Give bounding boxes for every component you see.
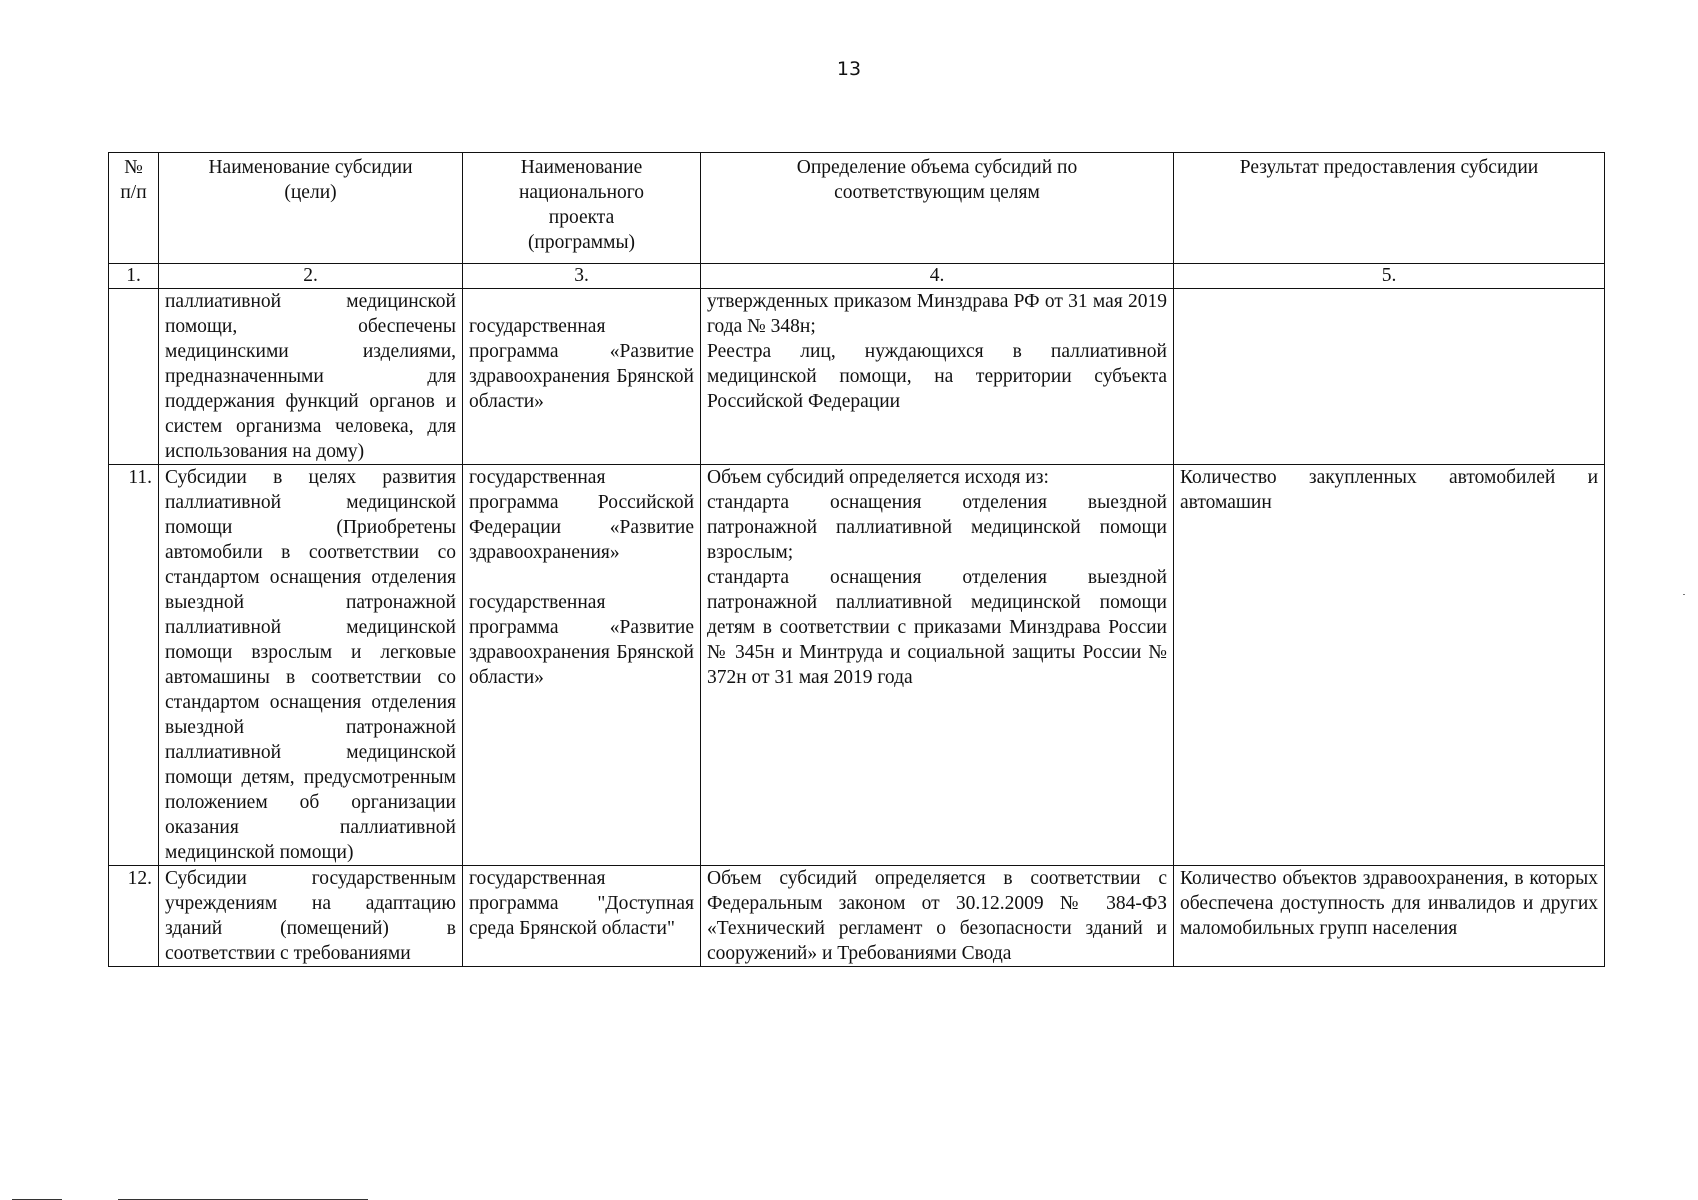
header-subsidy-name: Наименование субсидии (цели) — [159, 153, 463, 264]
subsidy-name: Субсидии государственным учреждениям на адаптацию зданий (помещений) в соответствии с требованиями — [159, 866, 463, 967]
definition-paragraph: Объем субсидий определяется в соответствии с Федеральным законом от 30.12.2009 № 384-ФЗ «Технический регламент о безопасности зданий и сооружений» и Требованиями Свода — [707, 868, 1167, 964]
volume-definition — [701, 465, 1174, 866]
column-number: 3. — [463, 264, 701, 289]
table-row — [109, 465, 1605, 866]
header-number: № п/п — [109, 153, 159, 264]
page-number: 13 — [836, 58, 862, 80]
table-row — [109, 289, 1605, 465]
column-number: 2. — [159, 264, 463, 289]
program-name — [463, 289, 701, 465]
header-volume-definition: Определение объема субсидий по соответствующим целям — [701, 153, 1174, 264]
subsidy-name: паллиативной медицинской помощи, обеспечены медицинскими изделиями, предназначенными для поддержания функций органов и систем организма человека, для использования на дому) — [159, 289, 463, 465]
program-paragraph: государственная программа "Доступная среда Брянской области" — [469, 868, 694, 939]
definition-paragraph: Объем субсидий определяется исходя из: — [707, 467, 1049, 488]
definition-paragraph: Реестра лиц, нуждающихся в паллиативной медицинской помощи, на территории субъекта Российской Федерации — [707, 341, 1167, 412]
subsidy-name: Субсидии в целях развития паллиативной медицинской помощи (Приобретены автомобили в соответствии со стандартом оснащения отделения выездной патронажной паллиативной медицинской помощи взрослым и легковые автомашины в соответствии со стандартом оснащения отделения выездной патронажной паллиативной медицинской помощи детям, предусмотренным положением об организации оказания паллиативной медицинской помощи) — [159, 465, 463, 866]
result — [1174, 289, 1605, 465]
header-national-project: Наименование национального проекта (программы) — [463, 153, 701, 264]
scan-speck — [1683, 594, 1685, 595]
table-header-row — [109, 153, 1605, 264]
row-number — [109, 289, 159, 465]
program-paragraph: государственная программа «Развитие здравоохранения Брянской области» — [469, 592, 694, 688]
definition-paragraph: утвержденных приказом Минздрава РФ от 31 мая 2019 года № 348н; — [707, 291, 1167, 337]
column-number: 1. — [109, 264, 159, 289]
program-paragraph: государственная программа «Развитие здравоохранения Брянской области» — [469, 316, 694, 412]
program-name — [463, 866, 701, 967]
row-number: 11. — [109, 465, 159, 866]
column-numbers-row — [109, 264, 1605, 289]
row-number: 12. — [109, 866, 159, 967]
column-number: 4. — [701, 264, 1174, 289]
volume-definition — [701, 289, 1174, 465]
table-row — [109, 866, 1605, 967]
result: Количество закупленных автомобилей и автомашин — [1174, 465, 1605, 866]
volume-definition — [701, 866, 1174, 967]
result: Количество объектов здравоохранения, в которых обеспечена доступность для инвалидов и других маломобильных групп населения — [1174, 866, 1605, 967]
definition-paragraph: стандарта оснащения отделения выездной патронажной паллиативной медицинской помощи взрослым; — [707, 492, 1167, 563]
column-number: 5. — [1174, 264, 1605, 289]
program-name — [463, 465, 701, 866]
subsidies-table — [108, 152, 1605, 967]
program-paragraph: государственная программа Российской Федерации «Развитие здравоохранения» — [469, 467, 694, 563]
definition-paragraph: стандарта оснащения отделения выездной патронажной паллиативной медицинской помощи детям в соответствии с приказами Минздрава России № 345н и Минтруда и социальной защиты России № 372н от 31 мая 2019 года — [707, 567, 1167, 688]
header-result: Результат предоставления субсидии — [1174, 153, 1605, 264]
